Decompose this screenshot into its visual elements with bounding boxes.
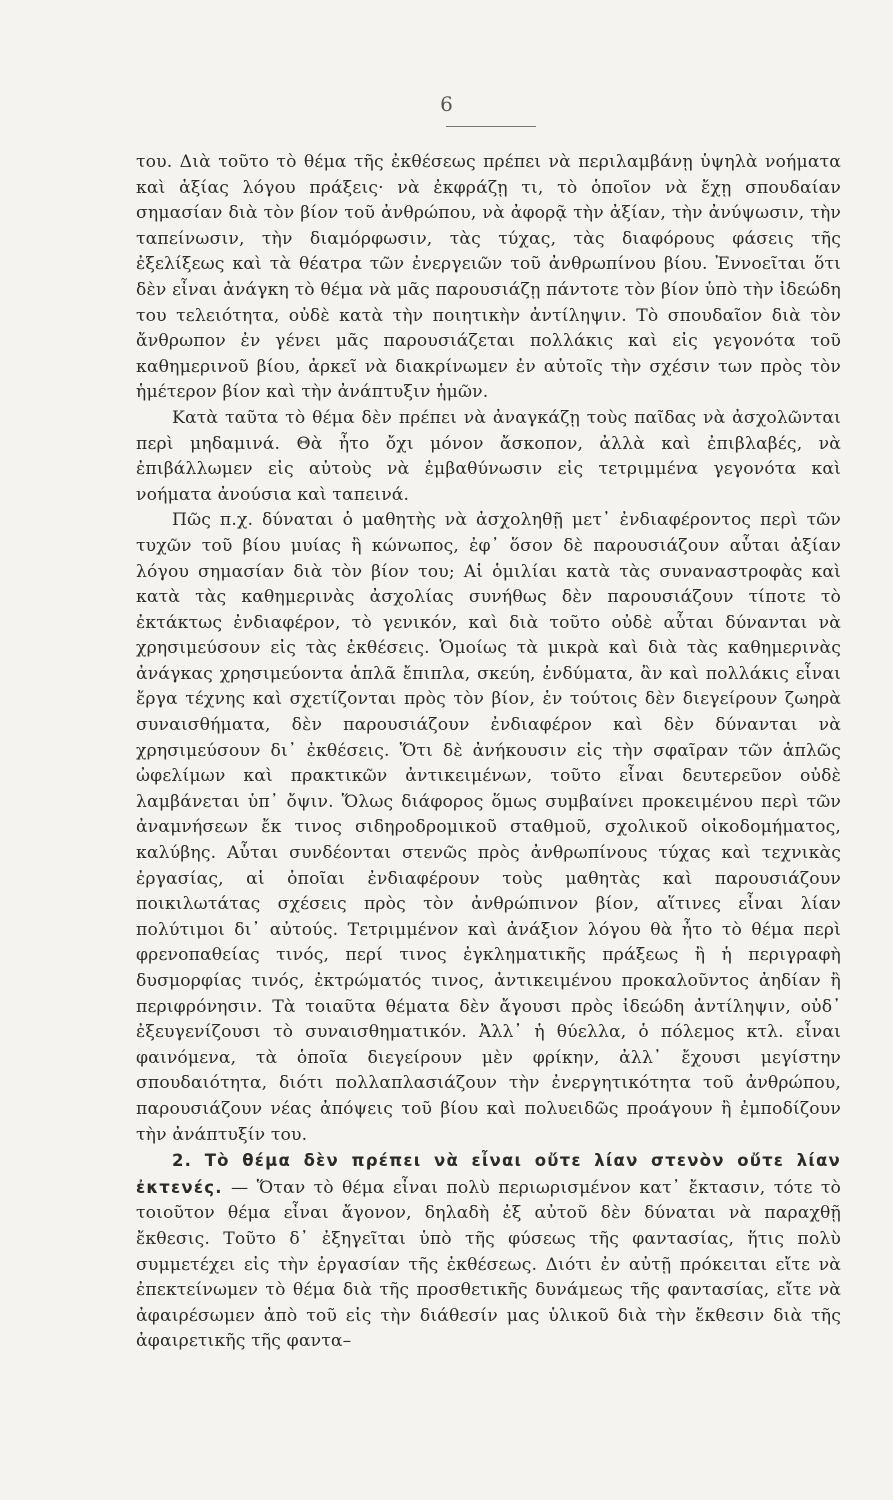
page-number: 6 [440,92,453,116]
section-text: — Ὅταν τὸ θέμα εἶναι πολὺ περιωρισμένον κατ᾽ ἔκτασιν, τότε τὸ τοιοῦτον θέμα εἶναι ἄγονον, δηλαδὴ ἐξ αὐτοῦ δὲν δύναται νὰ παραχθῇ ἔκθεσις. Τοῦτο δ᾽ ἐξηγεῖται ὑπὸ τῆς φύσεως τῆς φαντασίας, ἥτις πολὺ συμμετέχει εἰς τὴν ἐργασίαν τῆς ἐκθέσεως. Διότι ἐν αὐτῇ πρόκειται εἴτε νὰ ἐπεκτείνωμεν τὸ θέμα διὰ τῆς προσθετικῆς δυνάμεως τῆς φαντασίας, εἴτε νὰ ἀφαιρέσωμεν ἀπὸ τοῦ εἰς τὴν διάθεσίν μας ὑλικοῦ διὰ τὴν ἔκθεσιν διὰ τῆς ἀφαιρετικῆς τῆς φαντα– [136,1177,841,1352]
section-paragraph [136,1148,841,1355]
paragraph-examples: Πῶς π.χ. δύναται ὁ μαθητὴς νὰ ἀσχοληθῇ μετ᾽ ἐνδιαφέροντος περὶ τῶν τυχῶν τοῦ βίου μυίας ἢ κώνωπος, ἐφ᾽ ὅσον δὲ παρουσιάζουν αὗται ἀξίαν λόγου σημασίαν διὰ τὸν βίον του; Αἱ ὁμιλίαι κατὰ τὰς συναναστροφὰς καὶ κατὰ τὰς καθημερινὰς ἀσχολίας συνήθως δὲν παρουσιάζουν τίποτε τὸ ἐκτάκτως ἐνδιαφέρον, τὸ γενικόν, καὶ διὰ τοῦτο οὐδὲ αὗται δύνανται νὰ χρησιμεύσουν εἰς τὰς ἐκθέσεις. Ὁμοίως τὰ μικρὰ καὶ διὰ τὰς καθημερινὰς ἀνάγκας χρησιμεύοντα ἁπλᾶ ἔπιπλα, σκεύη, ἐνδύματα, ἂν καὶ πολλάκις εἶναι ἔργα τέχνης καὶ σχετίζονται πρὸς τὸν βίον, ἐν τούτοις δὲν διεγείρουν ζωηρὰ συναισθήματα, δὲν παρουσιάζουν ἐνδιαφέρον καὶ δὲν δύνανται νὰ χρησιμεύσουν δι᾽ ἐκθέσεις. Ὅτι δὲ ἀνήκουσιν εἰς τὴν σφαῖραν τῶν ἁπλῶς ὠφελίμων καὶ πρακτικῶν ἀντικειμένων, τοῦτο εἶναι δευτερεῦον οὐδὲ λαμβάνεται ὑπ᾽ ὄψιν. Ὅλως διάφορος ὅμως συμβαίνει προκειμένου περὶ τῶν ἀναμνήσεων ἔκ τινος σιδηροδρομικοῦ σταθμοῦ, σχολικοῦ οἰκοδομήματος, καλύβης. Αὗται συνδέονται στενῶς πρὸς ἀνθρωπίνους τύχας καὶ τεχνικὰς ἐργασίας, αἱ ὁποῖαι ἐνδιαφέρουν τοὺς μαθητὰς καὶ παρουσιάζουν ποικιλωτάτας σχέσεις πρὸς τὸν ἀνθρώπινον βίον, αἵτινες εἶναι λίαν πολύτιμοι δι᾽ αὐτούς. Τετριμμένον καὶ ἀνάξιον λόγου θὰ ἦτο τὸ θέμα περὶ φρενοπαθείας τινός, περί τινος ἐγκληματικῆς πράξεως ἢ ἡ περιγραφὴ δυσμορφίας τινός, ἐκτρώματός τινος, ἀντικειμένου προκαλοῦντος ἀηδίαν ἢ περιφρόνησιν. Τὰ τοιαῦτα θέματα δὲν ἄγουσι πρὸς ἰδεώδη ἀντίληψιν, οὐδ᾽ ἐξευγενίζουσι τὸ συναισθηματικόν. Ἀλλ᾽ ἡ θύελλα, ὁ πόλεμος κτλ. εἶναι φαινόμενα, τὰ ὁποῖα διεγείρουν μὲν φρίκην, ἀλλ᾽ ἔχουσι μεγίστην σπουδαιότητα, διότι πολλαπλασιάζουν τὴν ἐνεργητικότητα τοῦ ἀνθρώπου, παρουσιάζουν νέας ἀπόψεις τοῦ βίου καὶ πολυειδῶς προάγουν ἢ ἐμποδίζουν τὴν ἀνάπτυξίν του. [136,510,841,1145]
header-rule [446,126,536,127]
paragraph-trivial-topics: Κατὰ ταῦτα τὸ θέμα δὲν πρέπει νὰ ἀναγκάζῃ τοὺς παῖδας νὰ ἀσχολῶνται περὶ μηδαμινά. Θὰ ἦτο ὄχι μόνον ἄσκοπον, ἀλλὰ καὶ ἐπιβλαβές, νὰ ἐπιβάλλωμεν εἰς αὐτοὺς νὰ ἐμβαθύνωσιν εἰς τετριμμένα γεγονότα καὶ νοήματα ἀνούσια καὶ ταπεινά. [136,407,841,505]
section-heading: 2. Τὸ θέμα δὲν πρέπει νὰ εἶναι οὔτε λίαν στενὸν οὔτε λίαν ἐκτενές. [136,1151,841,1197]
paragraph-continuation: του. Διὰ τοῦτο τὸ θέμα τῆς ἐκθέσεως πρέπει νὰ περιλαμβάνῃ ὑψηλὰ νοήματα καὶ ἀξίας λόγου πράξεις· νὰ ἐκφράζῃ τι, τὸ ὁποῖον νὰ ἔχῃ σπουδαίαν σημασίαν διὰ τὸν βίον τοῦ ἀνθρώπου, νὰ ἀφορᾷ τὴν ἀξίαν, τὴν ἀνύψωσιν, τὴν ταπείνωσιν, τὴν διαμόρφωσιν, τὰς τύχας, τὰς διαφόρους φάσεις τῆς ἐξελίξεως καὶ τὰ θέατρα τῶν ἐνεργειῶν τοῦ ἀνθρωπίνου βίου. Ἐννοεῖται ὅτι δὲν εἶναι ἀνάγκη τὸ θέμα νὰ μᾶς παρουσιάζῃ πάντοτε τὸν βίον ὑπὸ τὴν ἰδεώδη του τελειότητα, οὐδὲ κατὰ τὴν ποιητικὴν ἀντίληψιν. Τὸ σπουδαῖον διὰ τὸν ἄνθρωπον ἐν γένει μᾶς παρουσιάζεται πολλάκις καὶ εἰς γεγονότα τοῦ καθημερινοῦ βίου, ἀρκεῖ νὰ διακρίνωμεν ἐν αὐτοῖς τὴν σχέσιν των πρὸς τὸν ἡμέτερον βίον καὶ τὴν ἀνάπτυξιν ἡμῶν. [136,152,841,403]
page-body [136,150,841,1355]
